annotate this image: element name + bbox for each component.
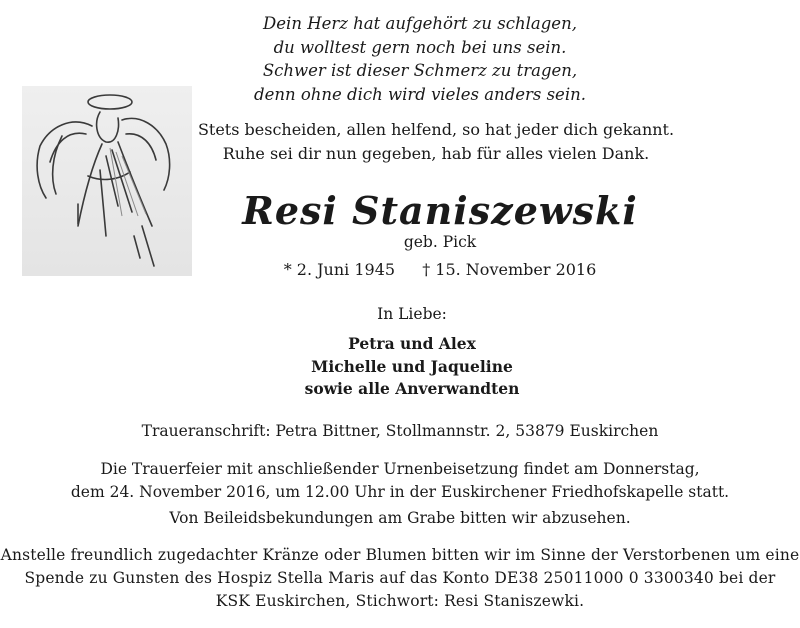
- poem-line: denn ohne dich wird vieles anders sein.: [254, 84, 586, 104]
- condolence-note: Von Beileidsbekundungen am Grabe bitten wir abzusehen.: [169, 509, 631, 527]
- quote: [36, 118, 800, 165]
- mourner-line: sowie alle Anverwandten: [304, 379, 520, 398]
- ceremony-line: Die Trauerfeier mit anschließender Urnenbeisetzung findet am Donnerstag,: [100, 460, 700, 478]
- mourner-line: Petra und Alex: [348, 334, 476, 353]
- mourners-list: [12, 333, 800, 401]
- life-dates: [40, 260, 800, 279]
- ceremony-info: [0, 458, 800, 504]
- donation-request: [0, 544, 800, 613]
- deceased-name: Resi Staniszewski: [242, 188, 638, 233]
- mourning-address: Traueranschrift: Petra Bittner, Stollmannstr. 2, 53879 Euskirchen: [141, 422, 659, 440]
- ceremony-line: dem 24. November 2016, um 12.00 Uhr in der Euskirchener Friedhofskapelle statt.: [70, 483, 730, 501]
- birth-date: * 2. Juni 1945: [283, 260, 396, 279]
- quote-line: Ruhe sei dir nun gegeben, hab für alles vielen Dank.: [222, 143, 650, 163]
- poem-line: Schwer ist dieser Schmerz zu tragen,: [262, 61, 578, 80]
- quote-line: Stets bescheiden, allen helfend, so hat jeder dich gekannt.: [197, 120, 675, 139]
- death-date: † 15. November 2016: [422, 260, 597, 279]
- poem-line: Dein Herz hat aufgehört zu schlagen,: [263, 14, 577, 33]
- mourners-intro: In Liebe:: [377, 305, 447, 323]
- maiden-name: geb. Pick: [403, 233, 477, 251]
- poem: [20, 12, 800, 106]
- donation-line: KSK Euskirchen, Stichwort: Resi Staniszewki.: [215, 592, 585, 610]
- donation-line: Anstelle freundlich zugedachter Kränze oder Blumen bitten wir im Sinne der Verstorbenen um eine: [0, 546, 800, 564]
- poem-line: du wolltest gern noch bei uns sein.: [273, 37, 567, 57]
- mourner-line: Michelle und Jaqueline: [311, 356, 513, 376]
- donation-line: Spende zu Gunsten des Hospiz Stella Maris auf das Konto DE38 25011000 0 3300340 bei der: [24, 569, 776, 587]
